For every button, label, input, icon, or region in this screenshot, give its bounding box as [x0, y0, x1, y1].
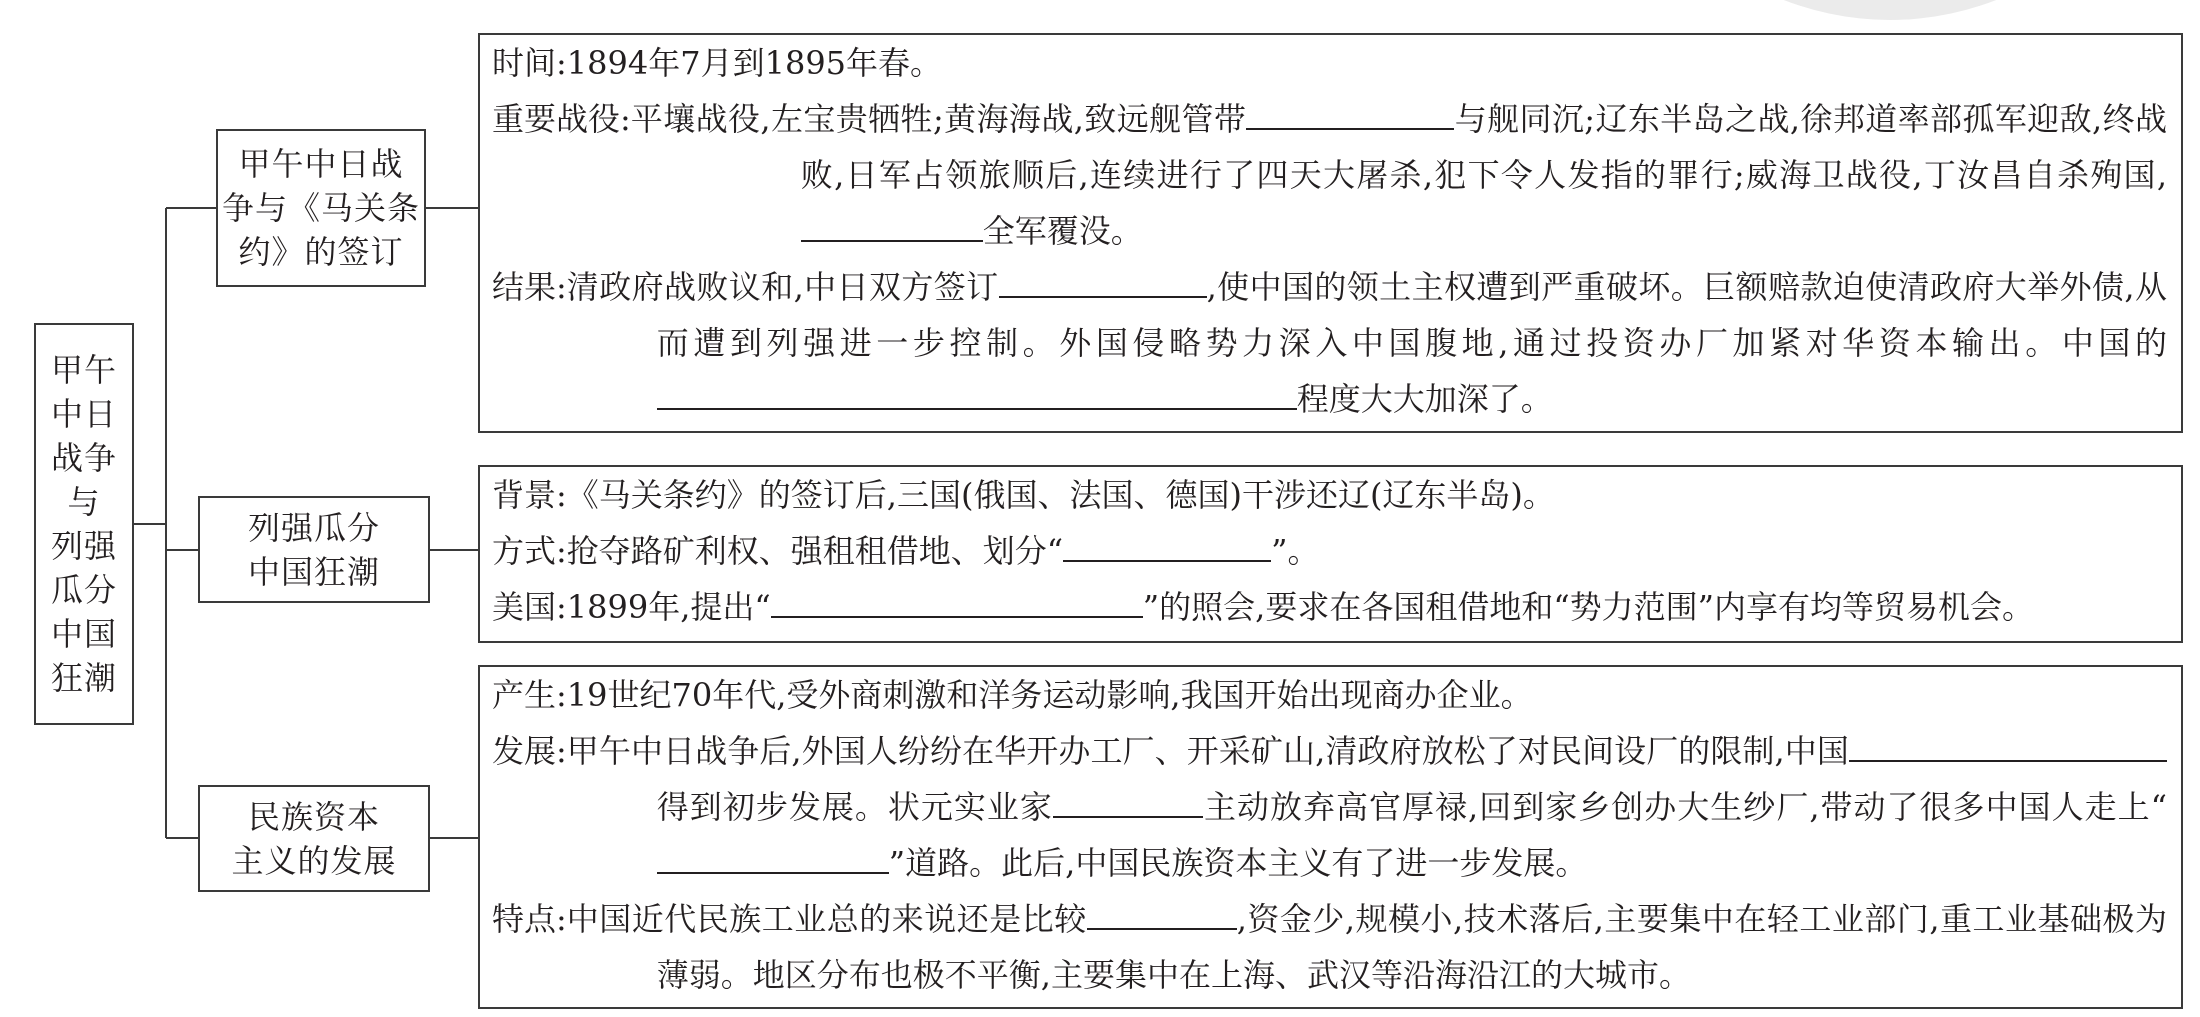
root-topic-box	[34, 323, 134, 725]
answer-blank	[801, 210, 983, 242]
answer-blank	[999, 266, 1207, 298]
detail-item-methods	[492, 523, 2167, 579]
answer-blank	[657, 842, 889, 874]
answer-blank	[657, 378, 1297, 410]
text-segment: 中国近代民族工业总的来说还是比较	[566, 900, 1087, 938]
detail-panel-sino-japanese-war	[478, 33, 2183, 433]
item-label: 时间:	[492, 44, 567, 82]
text-segment: ”道路。此后,中国民族资本主义有了进一步发展。	[888, 844, 1588, 882]
text-segment: 与舰同沉;辽东半岛之战,徐邦道率部孤军迎敌,终战败,日军占领旅顺后,连续进行了四天大屠杀,犯下令人发指的罪行;威海卫战役,丁汝昌自杀殉国,	[800, 100, 2167, 194]
root-topic-title: 甲午 中日 战争 与 列强 瓜分 中国 狂潮	[50, 351, 117, 697]
item-text	[567, 523, 2167, 579]
item-label: 产生:	[492, 676, 567, 714]
detail-panel-partition-of-china	[478, 465, 2183, 643]
text-segment: ”。	[1271, 532, 1320, 570]
branch-node-national-capitalism	[198, 785, 430, 892]
text-segment: 抢夺路矿利权、强租租借地、划分“	[566, 532, 1064, 570]
detail-item-result	[492, 259, 2167, 427]
answer-blank	[1063, 530, 1271, 562]
item-text	[567, 259, 2167, 427]
item-label: 美国:	[492, 588, 567, 626]
text-segment: 平壤战役,左宝贵牺牲;黄海海战,致远舰管带	[630, 100, 1247, 138]
item-text	[567, 891, 2167, 1003]
answer-blank	[1053, 786, 1203, 818]
answer-blank	[1849, 730, 2167, 762]
item-text	[631, 91, 2167, 259]
branch-title-national-capitalism: 民族资本 主义的发展	[231, 797, 397, 880]
detail-item-background	[492, 467, 2167, 523]
text-segment: 全军覆没。	[982, 212, 1143, 250]
item-text: 《马关条约》的签订后,三国(俄国、法国、德国)干涉还辽(辽东半岛)。	[566, 476, 1555, 514]
detail-panel-national-capitalism	[478, 665, 2183, 1009]
branch-node-sino-japanese-war	[216, 129, 426, 287]
text-segment: 甲午中日战争后,外国人纷纷在华开办工厂、开采矿山,清政府放松了对民间设厂的限制,中国	[566, 732, 1849, 770]
branch-node-partition-of-china	[198, 496, 430, 603]
item-label: 发展:	[492, 732, 567, 770]
item-label: 方式:	[492, 532, 567, 570]
detail-item-origin	[492, 667, 2167, 723]
item-text: 19世纪70年代,受外商刺激和洋务运动影响,我国开始出现商办企业。	[566, 676, 1533, 714]
text-segment: 清政府战败议和,中日双方签订	[566, 268, 999, 306]
item-text	[567, 579, 2167, 635]
item-label: 结果:	[492, 268, 567, 306]
text-segment: ,资金少,规模小,技术落后,主要集中在轻工业部门,重工业基础极为薄弱。地区分布也极不平衡,主要集中在上海、武汉等沿海沿江的大城市。	[656, 900, 2167, 994]
answer-blank	[1246, 98, 1454, 130]
text-segment: 程度大大加深了。	[1296, 380, 1553, 418]
text-segment: ”的照会,要求在各国租借地和“势力范围”内享有均等贸易机会。	[1142, 588, 2035, 626]
text-segment: 得到初步发展。状元实业家	[656, 788, 1053, 826]
item-text	[567, 723, 2167, 891]
item-label: 特点:	[492, 900, 567, 938]
item-label: 背景:	[492, 476, 567, 514]
answer-blank	[771, 586, 1143, 618]
detail-item-usa	[492, 579, 2167, 635]
branch-title-partition-of-china: 列强瓜分 中国狂潮	[247, 508, 380, 591]
item-label: 重要战役:	[492, 100, 631, 138]
text-segment: 1899年,提出“	[566, 588, 771, 626]
detail-item-time	[492, 35, 2167, 91]
detail-item-features	[492, 891, 2167, 1003]
detail-item-development	[492, 723, 2167, 891]
text-segment: ,使中国的领土主权遭到严重破坏。巨额赔款迫使清政府大举外债,从而遭到列强进一步控制。外国侵略势力深入中国腹地,通过投资办厂加紧对华资本输出。中国的	[656, 268, 2167, 362]
item-text: 1894年7月到1895年春。	[566, 44, 943, 82]
detail-item-battles	[492, 91, 2167, 259]
text-segment: 主动放弃高官厚禄,回到家乡创办大生纱厂,带动了很多中国人走上“	[1202, 788, 2167, 826]
branch-title-sino-japanese-war: 甲午中日战 争与《马关条 约》的签订	[221, 145, 420, 271]
answer-blank	[1087, 898, 1237, 930]
